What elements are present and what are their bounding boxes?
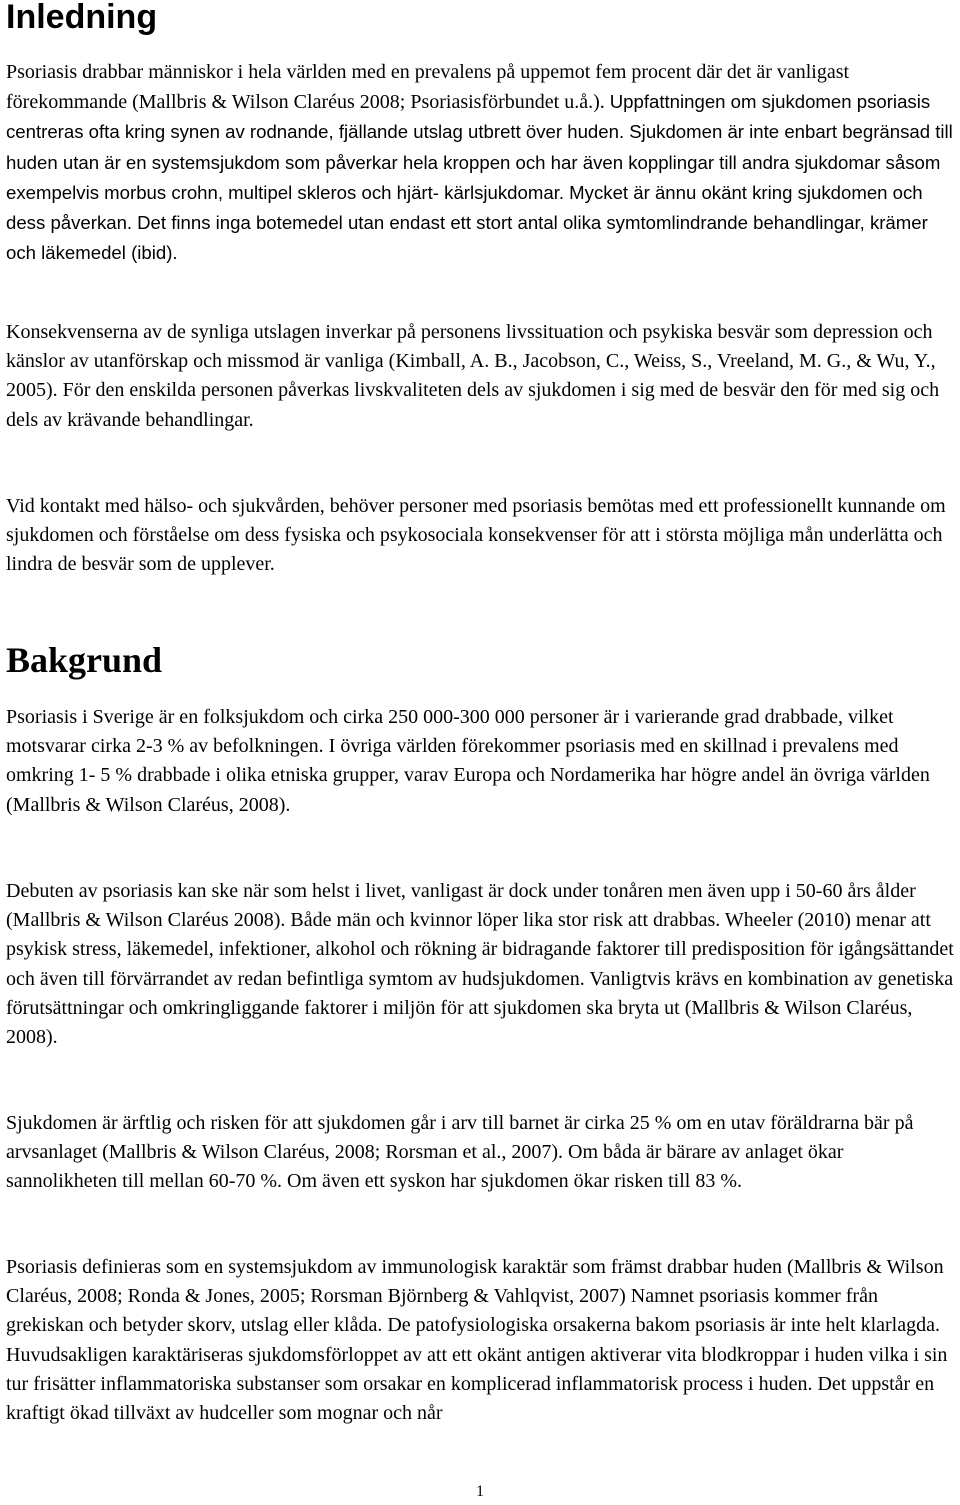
heading-inledning: Inledning xyxy=(6,0,158,36)
bakgrund-paragraph-4: Psoriasis definieras som en systemsjukdom av immunologisk karaktär som främst drabbar huden (Mallbris & Wilson Claréus, 2008; Ronda & Jones, 2005; Rorsman Björnberg & Vahlqvist, 2007) Namnet psoriasis kommer från grekiskan och betyder skorv, utslag eller klåda. De patofysiologiska orsakerna bakom psoriasis är inte helt klarlagda. Huvudsakligen karaktäriseras sjukdomsförloppet av att ett okänt antigen aktiverar vita blodkroppar i huden vilka i sin tur frisätter inflammatoriska substanser som orsakar en komplicerad inflammatorisk process i huden. Det uppstår en kraftigt ökad tillväxt av hudceller som mognar och når xyxy=(6,1256,948,1425)
bakgrund-paragraph-1: Psoriasis i Sverige är en folksjukdom och cirka 250 000-300 000 personer är i varierande grad drabbade, vilket motsvarar cirka 2-3 % av befolkningen. I övriga världen förekommer psoriasis med en skillnad i prevalens med omkring 1- 5 % drabbade i olika etniska grupper, varav Europa och Nordamerika har högre andel än övriga världen (Mallbris & Wilson Claréus, 2008). xyxy=(6,706,930,816)
heading-bakgrund: Bakgrund xyxy=(6,640,163,680)
inledning-paragraph-1-serif: Psoriasis drabbar människor i hela världen med en prevalens på uppemot fem procent där det är vanligast förekommande (Mallbris & Wilson Claréus 2008; Psoriasisförbundet u.å.). xyxy=(6,61,850,114)
bakgrund-paragraph-3: Sjukdomen är ärftlig och risken för att sjukdomen går i arv till barnet är cirka 25 % om en utav föräldrarna bär på arvsanlaget (Mallbris & Wilson Claréus, 2008; Rorsman et al., 2007). Om båda är bärare av anlaget ökar sannolikheten till mellan 60-70 %. Om även ett syskon har sjukdomen ökar risken till 83 %. xyxy=(6,1112,914,1193)
inledning-paragraph-1 xyxy=(6,58,956,268)
inledning-paragraph-3: Vid kontakt med hälso- och sjukvården, behöver personer med psoriasis bemötas med ett professionellt kunnande om sjukdomen och förståelse om dess fysiska och psykosociala konsekvenser för att i största möjliga mån underlätta och lindra de besvär som de upplever. xyxy=(6,495,946,576)
bakgrund-paragraph-2: Debuten av psoriasis kan ske när som helst i livet, vanligast är dock under tonåren men även upp i 50-60 års ålder (Mallbris & Wilson Claréus 2008). Både män och kvinnor löper lika stor risk att drabbas. Wheeler (2010) menar att psykisk stress, läkemedel, infektioner, alkohol och rökning är bidragande faktorer till predisposition för igångsättandet och även till förvärrandet av redan befintliga symtom av hudsjukdomen. Vanligtvis krävs en kombination av genetiska förutsättningar och omkringliggande faktorer i miljön för att sjukdomen ska bryta ut (Mallbris & Wilson Claréus, 2008). xyxy=(6,880,954,1049)
inledning-paragraph-1-sans-a: Uppfattningen om sjukdomen psoriasis centreras ofta kring synen av rodnande, fjällande utslag utbrett över huden. Sjukdomen är inte enbart begränsad till huden utan är en systemsjukdom som påverkar hela kroppen och har även kopplingar till andra sjukdomar såsom exempelvis morbus crohn, multipel skleros och hjärt- kärlsjukdomar. Mycket är ännu okänt kring sjukdomen och dess påverkan. xyxy=(6,91,953,234)
page-number: 1 xyxy=(476,1483,484,1500)
inledning-paragraph-1-sans-b: Det finns inga botemedel utan endast ett stort antal olika symtomlindrande behandlingar, krämer och läkemedel (ibid). xyxy=(6,212,928,264)
inledning-paragraph-2: Konsekvenserna av de synliga utslagen inverkar på personens livssituation och psykiska besvär som depression och känslor av utanförskap och missmod är vanliga (Kimball, A. B., Jacobson, C., Weiss, S., Vreeland, M. G., & Wu, Y., 2005). För den enskilda personen påverkas livskvaliteten dels av sjukdomen i sig med de besvär den för med sig och dels av krävande behandlingar. xyxy=(6,321,940,431)
